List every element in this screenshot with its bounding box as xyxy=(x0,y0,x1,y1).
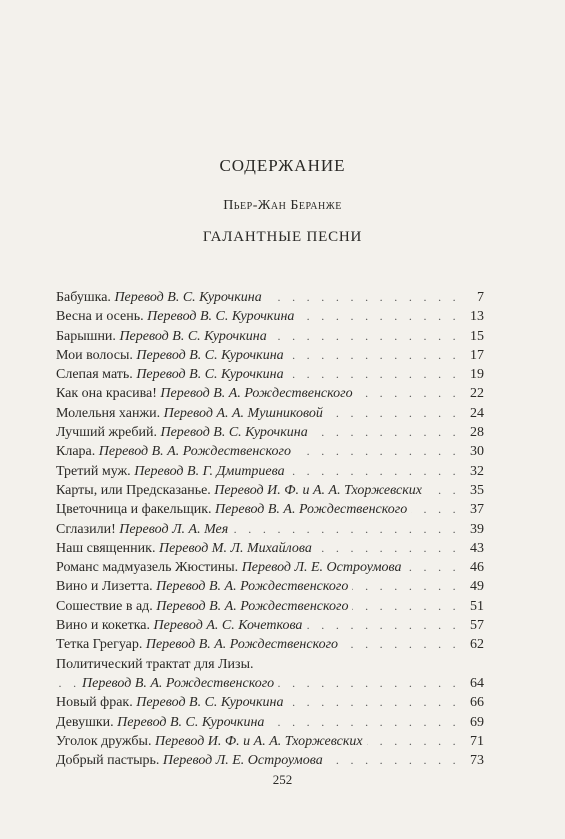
toc-entry xyxy=(56,713,484,732)
toc-entry-title xyxy=(56,384,357,403)
toc-entry xyxy=(56,365,484,384)
toc-entry-title xyxy=(56,481,426,500)
work-title: Сошествие в ад. xyxy=(56,598,153,614)
translator-credit: Перевод В. А. Рождественского xyxy=(145,637,339,653)
translator-credit: Перевод В. С. Курочкина xyxy=(114,290,262,305)
translator-credit: Перевод В. А. Рождественского xyxy=(156,579,349,595)
translator-credit: Перевод Л. Е. Остроумова xyxy=(241,560,402,576)
translator-credit: Перевод В. С. Курочкина xyxy=(136,695,284,711)
translator-credit: Перевод В. С. Курочкина xyxy=(136,347,284,363)
toc-entry-title xyxy=(56,442,295,461)
toc-page-number: 24 xyxy=(460,404,484,423)
toc-entry-title xyxy=(56,597,352,616)
toc-entry-title xyxy=(56,404,327,423)
toc-entry xyxy=(56,751,484,770)
toc-entry xyxy=(56,674,484,693)
translator-credit: Перевод И. Ф. и А. А. Тхоржевских xyxy=(214,482,422,498)
toc-page-number: 39 xyxy=(460,520,484,539)
toc-entry xyxy=(56,384,484,403)
toc-page-number: 32 xyxy=(460,462,484,481)
toc-page-number: 15 xyxy=(460,327,484,346)
work-title: Барышни. xyxy=(56,328,116,344)
toc-entry xyxy=(56,616,484,635)
toc-entry-title xyxy=(56,751,327,770)
toc-entry-title xyxy=(56,462,289,481)
translator-credit: Перевод В. А. Рождественского xyxy=(82,675,275,691)
toc-page-number: 7 xyxy=(460,288,484,307)
toc-page-number: 13 xyxy=(460,307,484,326)
toc-entry xyxy=(56,597,484,616)
toc-entry xyxy=(56,481,484,500)
translator-credit: Перевод В. А. Рождественского xyxy=(98,444,291,460)
translator-credit: Перевод А. С. Кочеткова xyxy=(153,618,303,634)
toc-page-number: 28 xyxy=(460,423,484,442)
toc-entry xyxy=(56,500,484,519)
toc-entry-title xyxy=(56,577,352,596)
toc-page-number: 17 xyxy=(460,346,484,365)
toc-entry-title xyxy=(56,616,306,635)
toc-entry xyxy=(56,423,484,442)
toc-page-number: 43 xyxy=(460,539,484,558)
section-title: ГАЛАНТНЫЕ ПЕСНИ xyxy=(202,229,363,245)
toc-entry-title xyxy=(56,693,287,712)
toc-entry xyxy=(56,288,484,307)
work-title: Карты, или Предсказанье. xyxy=(56,482,211,498)
work-title: Вино и кокетка. xyxy=(56,618,150,634)
toc-entry xyxy=(56,404,484,423)
toc-entry xyxy=(56,307,484,326)
toc-page-number: 71 xyxy=(460,732,484,751)
translator-credit: Перевод В. С. Курочкина xyxy=(160,425,308,441)
translator-credit: Перевод Л. Е. Остроумова xyxy=(162,753,323,769)
work-title: Молельня ханжи. xyxy=(56,405,161,421)
toc-entry-title xyxy=(56,365,288,384)
toc-page-number: 30 xyxy=(460,442,484,461)
work-title: Цветочница и факельщик. xyxy=(56,502,212,518)
work-title: Сглазили! xyxy=(56,521,116,537)
toc-page-number: 46 xyxy=(460,558,484,577)
toc-page-number: 57 xyxy=(460,616,484,635)
toc-entry xyxy=(56,655,484,674)
toc-entry-title xyxy=(56,655,257,674)
translator-credit: Перевод В. А. Рождественского xyxy=(215,502,408,518)
toc-entry-title xyxy=(56,288,266,307)
toc-page-number: 62 xyxy=(460,635,484,654)
work-title: Весна и осень. xyxy=(56,309,144,325)
work-title: Романс мадмуазель Жюстины. xyxy=(56,560,239,576)
translator-credit: Перевод В. А. Рождественского xyxy=(156,598,349,614)
translator-credit: Перевод Л. А. Мея xyxy=(119,521,229,537)
toc-entry-title xyxy=(56,713,268,732)
contents-title: СОДЕРЖАНИЕ xyxy=(219,156,346,175)
toc-entry xyxy=(56,327,484,346)
work-title: Третий муж. xyxy=(56,463,131,479)
work-title: Политический трактат для Лизы. xyxy=(56,656,254,672)
work-title: Бабушка. xyxy=(56,290,111,305)
toc-entry xyxy=(56,462,484,481)
toc-entry xyxy=(56,577,484,596)
work-title: Наш священник. xyxy=(56,540,156,556)
work-title: Мои волосы. xyxy=(56,347,133,363)
work-title: Девушки. xyxy=(56,714,114,730)
toc-entry-title xyxy=(56,500,411,519)
translator-credit: Перевод В. С. Курочкина xyxy=(147,309,295,325)
toc-page-number: 73 xyxy=(460,751,484,770)
toc-page-number: 66 xyxy=(460,693,484,712)
toc-entry xyxy=(56,635,484,654)
toc-entry-title xyxy=(56,327,271,346)
work-title: Как она красива! xyxy=(56,386,157,402)
toc-entry-title xyxy=(56,635,342,654)
toc-entry xyxy=(56,558,484,577)
page-number: 252 xyxy=(272,772,293,787)
translator-credit: Перевод В. С. Курочкина xyxy=(119,328,267,344)
toc-entry-title xyxy=(56,423,312,442)
translator-credit: Перевод В. А. Рождественского xyxy=(160,386,353,402)
translator-credit: Перевод В. С. Курочкина xyxy=(136,367,284,383)
toc-page-number: 37 xyxy=(460,500,484,519)
toc-entry-title xyxy=(82,674,278,693)
toc-entry-title xyxy=(56,307,298,326)
work-title: Лучший жребий. xyxy=(56,425,157,441)
toc-page-number: 51 xyxy=(460,597,484,616)
work-title: Тетка Грегуар. xyxy=(56,637,143,653)
translator-credit: Перевод В. Г. Дмитриева xyxy=(134,463,285,479)
toc-page-number: 49 xyxy=(460,577,484,596)
translator-credit: Перевод А. А. Мушниковой xyxy=(163,405,323,421)
work-title: Новый фрак. xyxy=(56,695,133,711)
toc-entry-title xyxy=(56,346,288,365)
toc-entry-title xyxy=(56,539,316,558)
translator-credit: Перевод М. Л. Михайлова xyxy=(158,540,312,556)
toc-entry xyxy=(56,346,484,365)
toc-entry xyxy=(56,442,484,461)
toc-page-number: 35 xyxy=(460,481,484,500)
toc-entry xyxy=(56,520,484,539)
toc-entry xyxy=(56,732,484,751)
toc-entry-title xyxy=(56,520,232,539)
toc-page-number: 22 xyxy=(460,384,484,403)
work-title: Уголок дружбы. xyxy=(56,733,152,749)
toc-page-number: 19 xyxy=(460,365,484,384)
translator-credit: Перевод В. С. Курочкина xyxy=(117,714,265,730)
work-title: Клара. xyxy=(56,444,96,460)
toc-entry-title xyxy=(56,558,405,577)
work-title: Слепая мать. xyxy=(56,367,133,383)
table-of-contents xyxy=(56,288,484,770)
work-title: Вино и Лизетта. xyxy=(56,579,153,595)
author-name: Пьер-Жан Беранже xyxy=(223,198,342,213)
work-title: Добрый пастырь. xyxy=(56,753,160,769)
toc-page-number: 69 xyxy=(460,713,484,732)
toc-entry-title xyxy=(56,732,367,751)
toc-entry xyxy=(56,539,484,558)
toc-page-number: 64 xyxy=(460,674,484,693)
translator-credit: Перевод И. Ф. и А. А. Тхоржевских xyxy=(154,733,363,749)
toc-entry xyxy=(56,693,484,712)
